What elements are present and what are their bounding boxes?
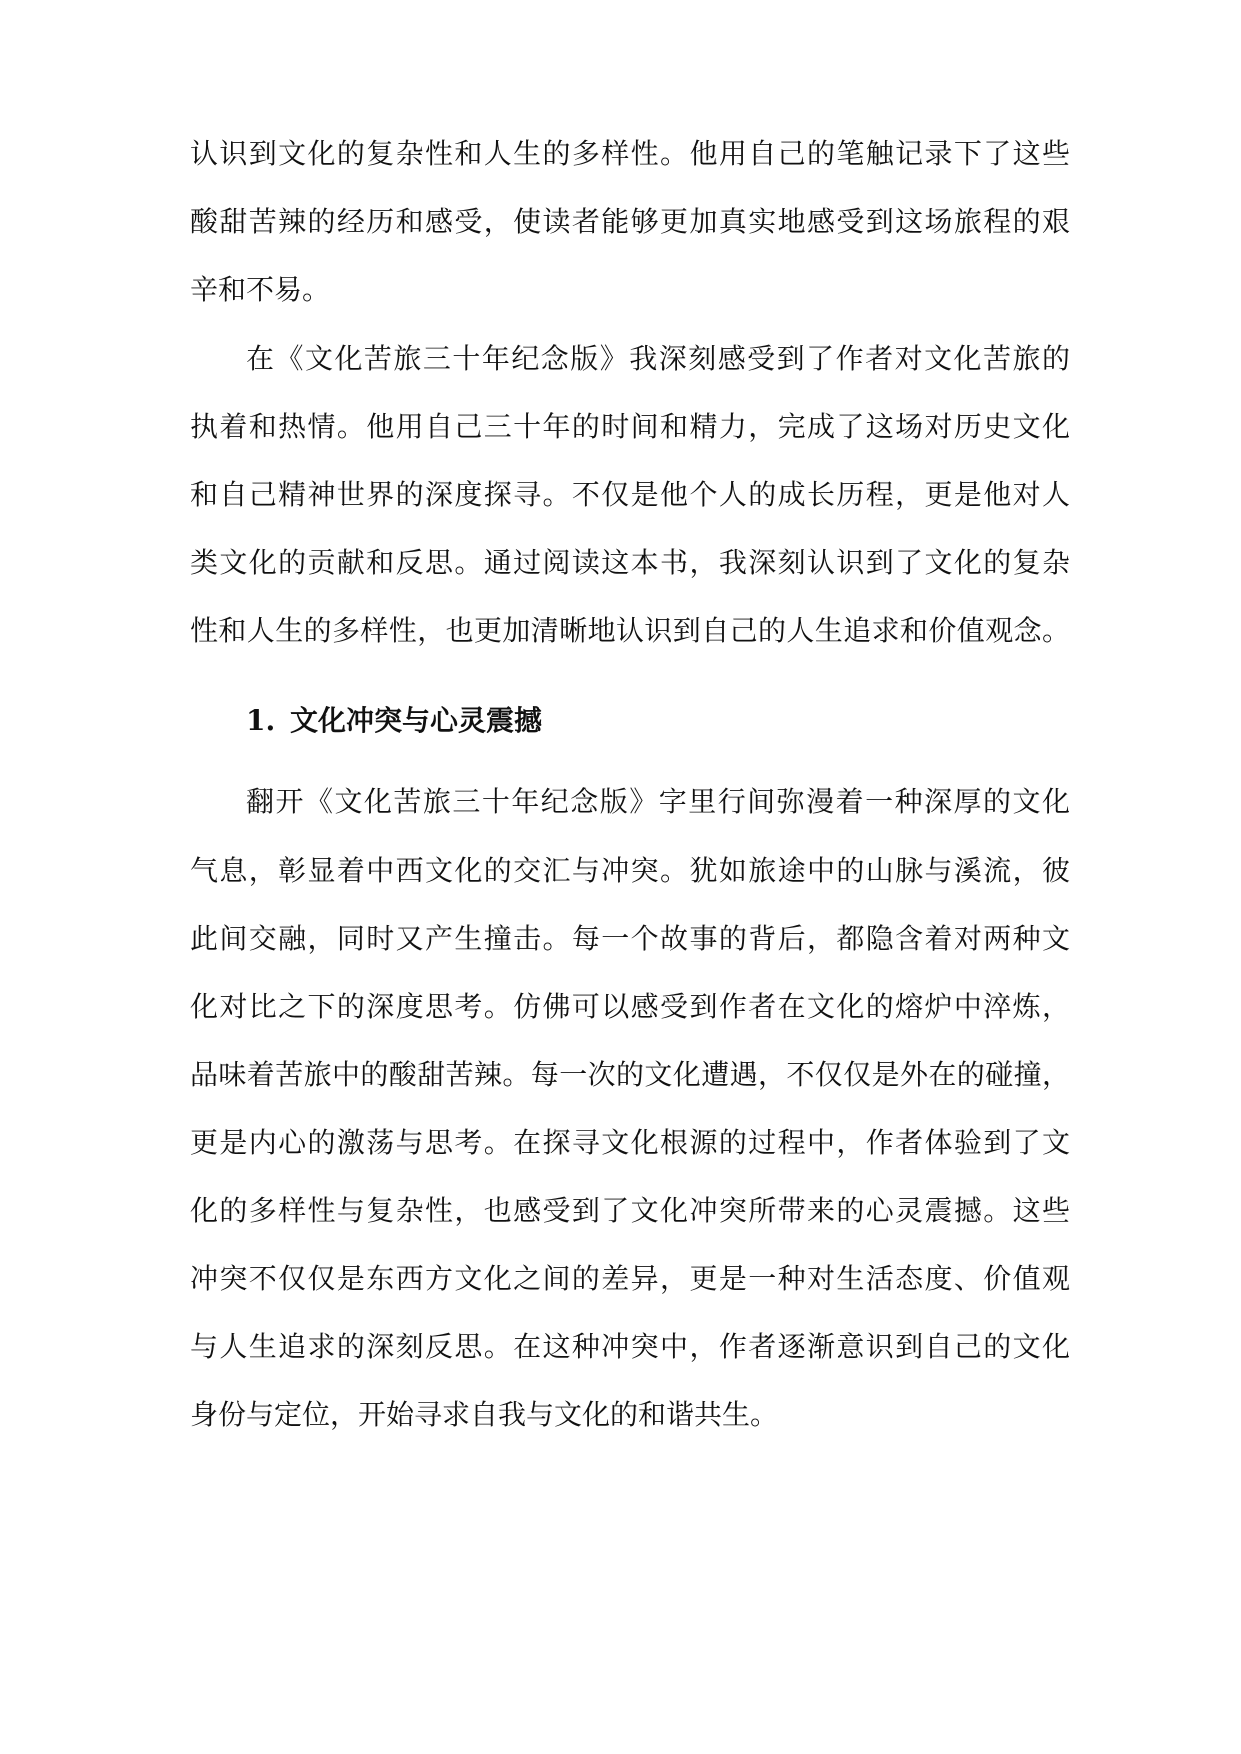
paragraph-3-line-10: 身份与定位，开始寻求自我与文化的和谐共生。 — [190, 1398, 779, 1431]
paragraph-3-line-2: 气息，彰显着中西文化的交汇与冲突。犹如旅途中的山脉与溪流，彼 — [190, 854, 1070, 887]
section-title: 文化冲突与心灵震撼 — [290, 704, 543, 737]
paragraph-3-line-8: 冲突不仅仅是东西方文化之间的差异，更是一种对生活态度、价值观 — [190, 1262, 1070, 1295]
paragraph-1-line-2: 酸甜苦辣的经历和感受，使读者能够更加真实地感受到这场旅程的艰 — [190, 205, 1070, 238]
paragraph-3-line-9: 与人生追求的深刻反思。在这种冲突中，作者逐渐意识到自己的文化 — [190, 1330, 1070, 1363]
paragraph-3-line-7: 化的多样性与复杂性，也感受到了文化冲突所带来的心灵震撼。这些 — [190, 1194, 1070, 1227]
paragraph-3-line-6: 更是内心的激荡与思考。在探寻文化根源的过程中，作者体验到了文 — [190, 1126, 1070, 1159]
section-number: 1. — [246, 704, 276, 737]
paragraph-3-line-3: 此间交融，同时又产生撞击。每一个故事的背后，都隐含着对两种文 — [190, 922, 1070, 955]
paragraph-1-line-1: 认识到文化的复杂性和人生的多样性。他用自己的笔触记录下了这些 — [190, 137, 1070, 170]
paragraph-3-line-1: 翻开《文化苦旅三十年纪念版》字里行间弥漫着一种深厚的文化 — [246, 785, 1070, 818]
paragraph-1-line-3: 辛和不易。 — [190, 273, 331, 306]
section-heading — [246, 698, 846, 744]
paragraph-2-line-3: 和自己精神世界的深度探寻。不仅是他个人的成长历程，更是他对人 — [190, 478, 1070, 511]
paragraph-2-line-2: 执着和热情。他用自己三十年的时间和精力，完成了这场对历史文化 — [190, 410, 1070, 443]
paragraph-3-line-5: 品味着苦旅中的酸甜苦辣。每一次的文化遭遇，不仅仅是外在的碰撞， — [190, 1058, 1070, 1091]
paragraph-3-line-4: 化对比之下的深度思考。仿佛可以感受到作者在文化的熔炉中淬炼， — [190, 990, 1070, 1023]
paragraph-2-line-4: 类文化的贡献和反思。通过阅读这本书，我深刻认识到了文化的复杂 — [190, 546, 1070, 579]
paragraph-2-line-1: 在《文化苦旅三十年纪念版》我深刻感受到了作者对文化苦旅的 — [246, 342, 1070, 375]
paragraph-2-line-5: 性和人生的多样性，也更加清晰地认识到自己的人生追求和价值观念。 — [190, 614, 1070, 647]
